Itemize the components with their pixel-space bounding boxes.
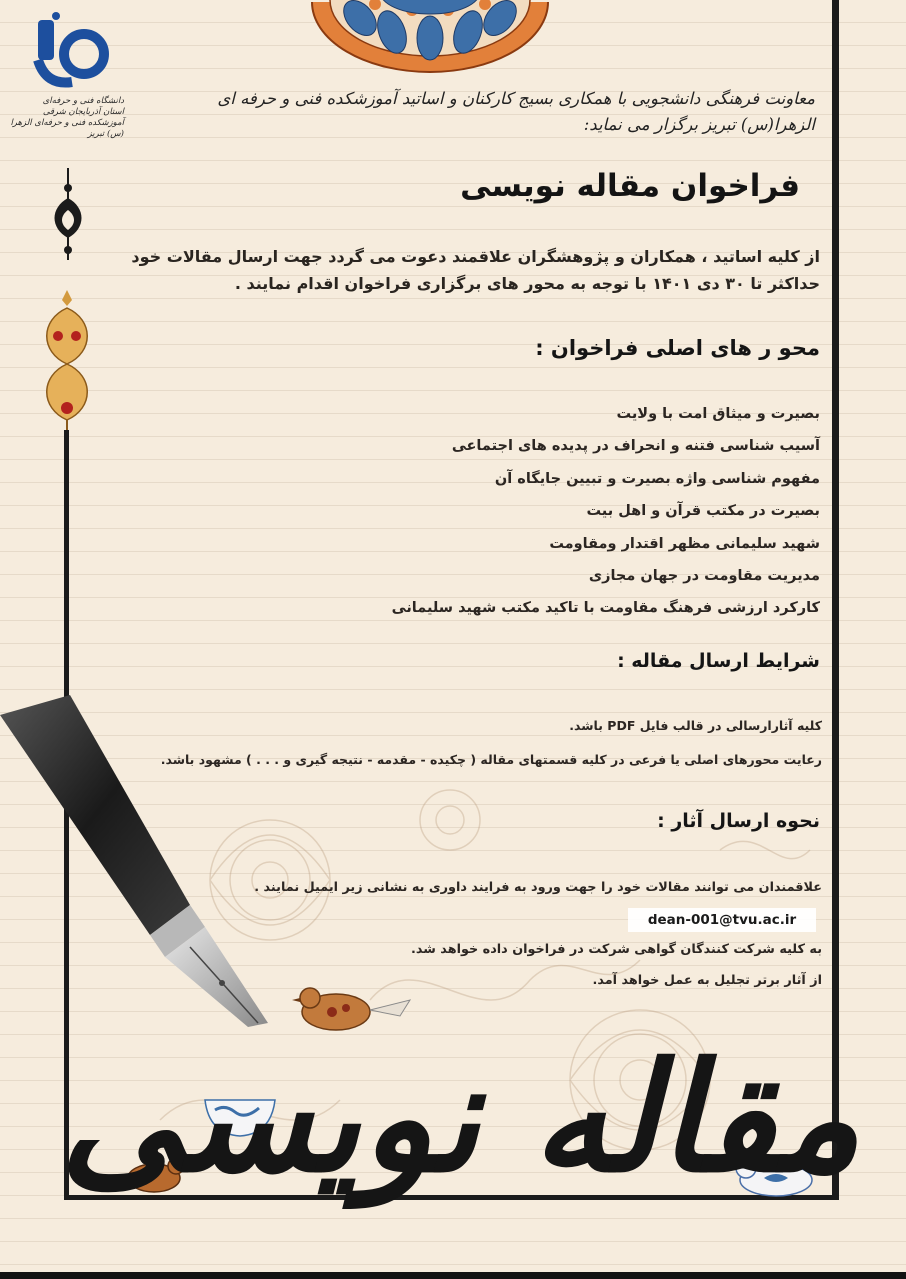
list-item: مدیریت مقاومت در جهان مجازی bbox=[588, 567, 820, 584]
method-heading: نحوه ارسال آثار : bbox=[657, 810, 820, 832]
gold-arabesque-ornament-icon bbox=[34, 290, 100, 430]
list-item: بصیرت در مکتب قرآن و اهل بیت bbox=[586, 503, 820, 520]
organizer-line: معاونت فرهنگی دانشجویی با همکاری بسیج کارکنان و اساتید آموزشکده فنی و حرفه ای bbox=[217, 89, 815, 108]
calligraphy-text: مقاله نویسی bbox=[59, 1030, 861, 1206]
intro-paragraph bbox=[120, 243, 820, 297]
logo-caption bbox=[6, 96, 124, 140]
logo-caption-line: استان آذربایجان شرقی bbox=[42, 107, 124, 117]
list-item: بصیرت و میثاق امت با ولایت bbox=[616, 406, 820, 422]
mandala-ornament bbox=[310, 0, 550, 70]
university-logo-icon bbox=[36, 10, 108, 90]
axes-heading: محو ر های اصلی فراخوان : bbox=[535, 336, 820, 360]
page-bottom-edge bbox=[0, 1272, 906, 1279]
calligraphy-artwork bbox=[59, 985, 861, 1235]
conditions-heading: شرایط ارسال مقاله : bbox=[617, 650, 820, 672]
list-item: کارکرد ارزشی فرهنگ مقاومت با تاکید مکتب شهید سلیمانی bbox=[391, 600, 820, 617]
method-line: از آثار برتر تجلیل به عمل خواهد آمد. bbox=[592, 973, 822, 988]
list-item: آسیب شناسی فتنه و انحراف در پدیده های اجتماعی bbox=[451, 438, 820, 455]
organizer-statement bbox=[150, 86, 815, 138]
black-arabesque-ornament-icon bbox=[46, 168, 90, 260]
method-line: به کلیه شرکت کنندگان گواهی شرکت در فراخوان داده خواهد شد. bbox=[411, 942, 822, 957]
logo-caption-line: دانشگاه فنی و حرفه‌ای bbox=[42, 96, 124, 106]
intro-line: از کلیه اساتید ، همکاران و پژوهشگران علاقمند دعوت می گردد جهت ارسال مقالات خود bbox=[131, 247, 820, 266]
organizer-line: الزهرا(س) تبریز برگزار می نماید: bbox=[583, 115, 815, 134]
condition-line: کلیه آثارارسالی در قالب فایل PDF باشد. bbox=[569, 718, 822, 733]
method-line: علاقمندان می توانند مقالات خود را جهت ورود به فرایند داوری به نشانی زیر ایمیل نمایند . bbox=[254, 880, 822, 895]
axes-list bbox=[300, 400, 820, 627]
intro-line: حداکثر تا ۳۰ دی ۱۴۰۱ با توجه به محور های برگزاری فراخوان اقدام نمایند . bbox=[234, 274, 820, 293]
logo-caption-line: آموزشکده فنی و حرفه‌ای الزهرا (س) تبریز bbox=[10, 118, 124, 139]
list-item: شهید سلیمانی مظهر اقتدار ومقاومت bbox=[549, 535, 820, 552]
condition-line: رعایت محورهای اصلی یا فرعی در کلیه قسمتهای مقاله ( چکیده - مقدمه - نتیجه گیری و . . . ) مشهود باشد. bbox=[160, 752, 822, 767]
email-address[interactable]: dean-001@tvu.ac.ir bbox=[628, 908, 816, 932]
page-title: فراخوان مقاله نویسی bbox=[460, 168, 800, 204]
frame-right-border bbox=[832, 0, 839, 1200]
list-item: مفهوم شناسی واژه بصیرت و تبیین جایگاه آن bbox=[494, 470, 820, 487]
